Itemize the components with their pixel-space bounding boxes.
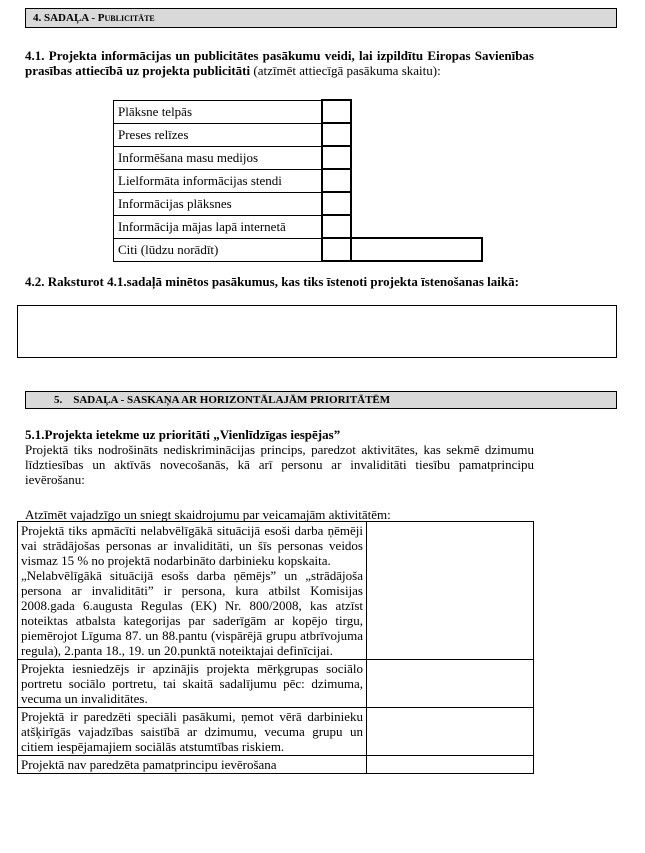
table-row bbox=[114, 238, 483, 261]
question-4-2: 4.2. Raksturot 4.1.sadaļā minētos pasākumus, kas tiks īstenoti projekta īstenošanas laikā: bbox=[25, 274, 519, 289]
table-row bbox=[114, 146, 483, 169]
table-row bbox=[114, 100, 483, 123]
question-5-1-heading: 5.1.Projekta ietekme uz prioritāti „Vienlīdzīgas iespējas” bbox=[25, 427, 341, 442]
section-5-title: 5. SADAĻA - SASKAŅA AR HORIZONTĀLAJĀM PRIORITĀTĒM bbox=[54, 394, 391, 406]
table-row bbox=[114, 215, 483, 238]
question-4-1: 4.1. Projekta informācijas un publicitātes pasākumu veidi, lai izpildītu Eiropas Savienības prasības attiecībā uz projekta publicitāti (atzīmēt attiecīgā pasākuma skaitu): bbox=[25, 48, 534, 78]
activity-description: Projektā tiks apmācīti nelabvēlīgākā situācijā esoši darba ņēmēji vai strādājošas personas ar invaliditāti, un šīs personas veidos vismaz 15 % no projektā nodarbināto darbinieku kopskaita. „Nelabvēlīgākā situācijā esošs darba ņēmējs” un „strādājoša persona ar invaliditāti” ir persona, kura atbilst Komisijas 2008.gada 6.augusta Regulas (EK) Nr. 800/2008, kas atzīst noteiktas atbalsta kategorijas par saderīgām ar kopējo tirgu, piemērojot Līguma 87. un 88.pantu (vispārējā grupu atbrīvojuma regula), 2.panta 18., 19. un 20.punktā noteiktajai definīcijai. bbox=[18, 522, 367, 660]
explanation-cell[interactable] bbox=[367, 660, 534, 708]
instruction-text: Atzīmēt vajadzīgo un sniegt skaidrojumu par veicamajām aktivitātēm: bbox=[25, 507, 391, 522]
item-label: Lielformāta informācijas stendi bbox=[114, 169, 323, 192]
publicity-table bbox=[113, 99, 483, 262]
table-row bbox=[18, 660, 534, 708]
item-label: Citi (lūdzu norādīt) bbox=[114, 238, 323, 261]
count-box[interactable] bbox=[322, 123, 351, 146]
explanation-cell[interactable] bbox=[367, 708, 534, 756]
table-row bbox=[18, 522, 534, 660]
count-box[interactable] bbox=[322, 100, 351, 123]
count-box[interactable] bbox=[322, 238, 351, 261]
item-label: Informācijas plāksnes bbox=[114, 192, 323, 215]
table-row bbox=[114, 169, 483, 192]
activity-description: Projektā nav paredzēta pamatprincipu ievērošana bbox=[18, 756, 367, 774]
explanation-cell[interactable] bbox=[367, 522, 534, 660]
count-box[interactable] bbox=[322, 146, 351, 169]
activity-description: Projektā ir paredzēti speciāli pasākumi, ņemot vērā darbinieku atšķirīgās vajadzības saistībā ar dzimumu, vecuma grupu un citiem iespējamajiem sociālās atstumtības riskiem. bbox=[18, 708, 367, 756]
question-4-2-answer-box[interactable] bbox=[17, 305, 617, 358]
section-5-header bbox=[25, 391, 617, 409]
other-specify-field[interactable] bbox=[351, 238, 482, 261]
table-row bbox=[18, 708, 534, 756]
table-row bbox=[18, 756, 534, 774]
item-label: Informēšana masu medijos bbox=[114, 146, 323, 169]
section-4-header bbox=[25, 8, 617, 28]
section-4-title: 4. SADAĻA - Publicitāte bbox=[33, 12, 155, 24]
count-box[interactable] bbox=[322, 192, 351, 215]
activity-description: Projekta iesniedzējs ir apzinājis projekta mērķgrupas sociālo portretu sociālo portretu, tai skaitā sadalījumu pēc: dzimuma, vecuma un invaliditātes. bbox=[18, 660, 367, 708]
horizontal-priorities-table bbox=[17, 521, 534, 774]
item-label: Preses relīzes bbox=[114, 123, 323, 146]
table-row bbox=[114, 192, 483, 215]
explanation-cell[interactable] bbox=[367, 756, 534, 774]
table-row bbox=[114, 123, 483, 146]
item-label: Plāksne telpās bbox=[114, 100, 323, 123]
count-box[interactable] bbox=[322, 169, 351, 192]
item-label: Informācija mājas lapā internetā bbox=[114, 215, 323, 238]
question-5-1-text: Projektā tiks nodrošināts nediskriminācijas princips, paredzot aktivitātes, kas sekmē dzimumu līdztiesības un aktīvās novecošanās, kā arī personu ar invaliditāti tiesību pamatprincipu ievērošanu: bbox=[25, 442, 534, 487]
count-box[interactable] bbox=[322, 215, 351, 238]
